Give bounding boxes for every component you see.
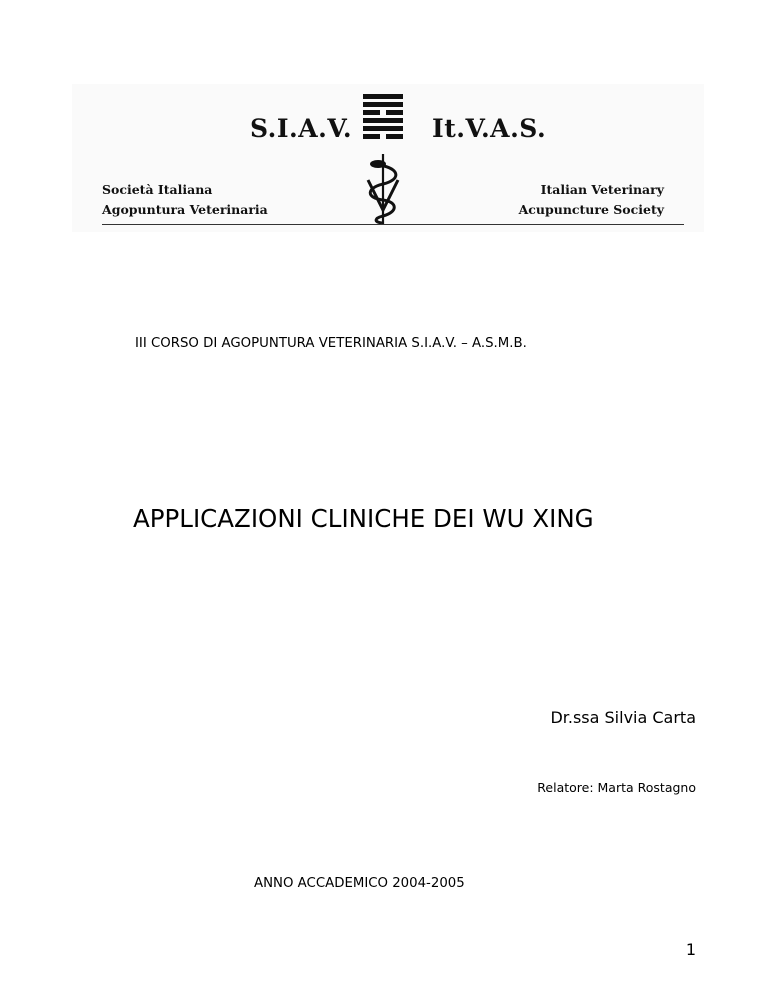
itvas-acronym: It.V.A.S.	[432, 114, 547, 143]
letterhead-english-name	[519, 180, 664, 220]
academic-year: ANNO ACCADEMICO 2004-2005	[254, 876, 465, 891]
course-heading: III CORSO DI AGOPUNTURA VETERINARIA S.I.A.V. – A.S.M.B.	[135, 336, 527, 351]
siav-acronym: S.I.A.V.	[250, 114, 353, 143]
trigram-caduceus-emblem-icon	[360, 92, 406, 226]
author-name: Dr.ssa Silvia Carta	[550, 708, 696, 727]
letterhead-english-line2: Acupuncture Society	[518, 202, 664, 217]
letterhead-english-line1: Italian Veterinary	[540, 182, 664, 197]
letterhead-italian-line2: Agopuntura Veterinaria	[102, 202, 268, 217]
page-number: 1	[685, 940, 696, 959]
letterhead-italian-name	[102, 180, 268, 220]
supervisor-line: Relatore: Marta Rostagno	[537, 780, 696, 795]
document-title: APPLICAZIONI CLINICHE DEI WU XING	[133, 504, 594, 533]
letterhead	[72, 84, 704, 232]
letterhead-divider	[102, 224, 684, 225]
letterhead-italian-line1: Società Italiana	[102, 182, 213, 197]
